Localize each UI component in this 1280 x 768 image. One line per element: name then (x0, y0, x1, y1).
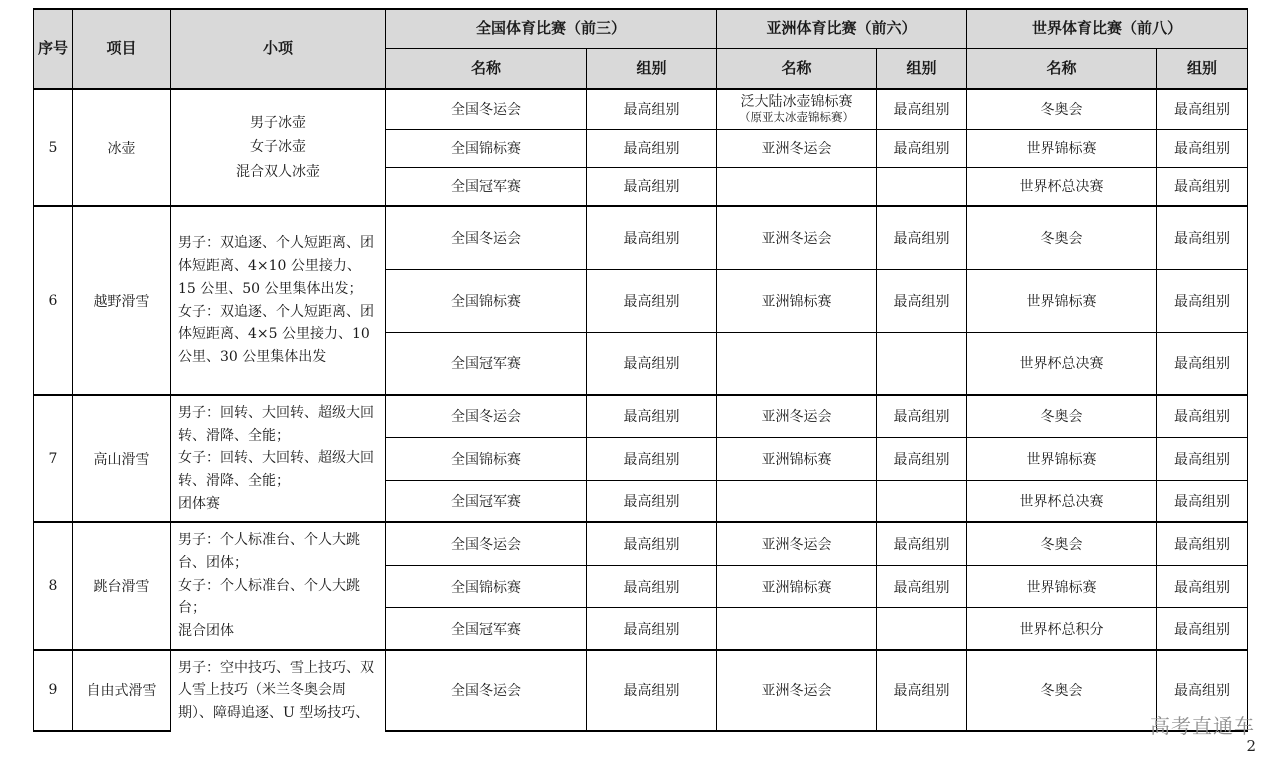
world-name-cell: 冬奥会 (967, 89, 1157, 129)
asian-name-cell: 亚洲冬运会 (717, 395, 877, 437)
national-group-cell: 最高组别 (587, 167, 717, 206)
subevent-item: 混合双人冰壶 (236, 163, 320, 180)
world-group-cell: 最高组别 (1157, 395, 1248, 437)
subevents-cell (171, 395, 386, 522)
national-name-cell: 全国锦标赛 (386, 129, 587, 167)
national-name-cell: 全国锦标赛 (386, 269, 587, 332)
world-name-cell: 冬奥会 (967, 522, 1157, 565)
subevent-item: 团体赛 (178, 495, 220, 512)
col-header-subevents: 小项 (171, 9, 386, 89)
empty-cell (877, 167, 967, 206)
national-group-cell: 最高组别 (587, 608, 717, 650)
empty-cell (877, 608, 967, 650)
national-name-cell: 全国冬运会 (386, 206, 587, 269)
national-name-cell: 全国锦标赛 (386, 437, 587, 480)
world-name-cell: 世界杯总决赛 (967, 332, 1157, 395)
subevent-item: 男子：个人标准台、个人大跳台、团体； (178, 532, 360, 572)
event-cell: 自由式滑雪 (73, 650, 171, 731)
col-header-index: 序号 (34, 9, 73, 89)
event-cell: 冰壶 (73, 89, 171, 206)
national-name-cell: 全国冬运会 (386, 522, 587, 565)
asian-group-cell: 最高组别 (877, 395, 967, 437)
world-group-cell: 最高组别 (1157, 650, 1248, 731)
world-group-cell: 最高组别 (1157, 89, 1248, 129)
national-group-cell: 最高组别 (587, 332, 717, 395)
national-group-cell: 最高组别 (587, 565, 717, 608)
table-row (34, 650, 1248, 731)
empty-cell (877, 480, 967, 522)
asian-group-cell: 最高组别 (877, 565, 967, 608)
table-row (34, 89, 1248, 129)
asian-name-cell: 亚洲锦标赛 (717, 437, 877, 480)
world-name-cell: 世界锦标赛 (967, 437, 1157, 480)
subevents-cell (171, 650, 386, 731)
subevent-item: 男子：双追逐、个人短距离、团体短距离、4×10 公里接力、15 公里、50 公里集体出发； (178, 235, 374, 297)
table-row (34, 206, 1248, 269)
world-name-cell: 世界杯总积分 (967, 608, 1157, 650)
empty-cell (717, 332, 877, 395)
event-cell: 跳台滑雪 (73, 522, 171, 649)
asian-group-cell: 最高组别 (877, 650, 967, 731)
competition-table (33, 8, 1248, 732)
col-header-national-group: 组别 (587, 48, 717, 89)
world-name-cell: 世界锦标赛 (967, 565, 1157, 608)
world-group-cell: 最高组别 (1157, 522, 1248, 565)
asian-group-cell: 最高组别 (877, 437, 967, 480)
subevent-item: 男子：空中技巧、雪上技巧、双人雪上技巧（米兰冬奥会周期）、障碍追逐、U 型场技巧、 (178, 659, 374, 722)
asian-group-cell: 最高组别 (877, 89, 967, 129)
world-group-cell: 最高组别 (1157, 167, 1248, 206)
national-name-cell: 全国冠军赛 (386, 480, 587, 522)
empty-cell (717, 167, 877, 206)
world-name-cell: 世界杯总决赛 (967, 480, 1157, 522)
subevent-item: 女子：回转、大回转、超级大回转、滑降、全能； (178, 450, 374, 490)
subevent-item: 混合团体 (178, 623, 234, 640)
national-group-cell: 最高组别 (587, 129, 717, 167)
world-group-cell: 最高组别 (1157, 608, 1248, 650)
index-cell: 9 (34, 650, 73, 731)
world-group-cell: 最高组别 (1157, 565, 1248, 608)
subevents-cell (171, 206, 386, 395)
world-group-cell: 最高组别 (1157, 269, 1248, 332)
asian-name-main: 泛大陆冰壶锦标赛 (740, 93, 853, 110)
national-group-cell: 最高组别 (587, 269, 717, 332)
asian-name-cell: 亚洲锦标赛 (717, 269, 877, 332)
world-name-cell: 冬奥会 (967, 395, 1157, 437)
world-group-cell: 最高组别 (1157, 480, 1248, 522)
col-header-asian-name: 名称 (717, 48, 877, 89)
asian-name-cell: 亚洲冬运会 (717, 206, 877, 269)
subevents-cell (171, 522, 386, 649)
asian-group-cell: 最高组别 (877, 129, 967, 167)
national-group-cell: 最高组别 (587, 437, 717, 480)
world-name-cell: 世界杯总决赛 (967, 167, 1157, 206)
empty-cell (717, 608, 877, 650)
national-group-cell: 最高组别 (587, 206, 717, 269)
page-number: 2 (1246, 737, 1256, 755)
national-group-cell: 最高组别 (587, 650, 717, 731)
national-group-cell: 最高组别 (587, 395, 717, 437)
col-header-national-name: 名称 (386, 48, 587, 89)
watermark-text: 高考直通车 (1150, 714, 1255, 738)
event-cell: 高山滑雪 (73, 395, 171, 522)
subevent-item: 女子：个人标准台、个人大跳台； (178, 577, 360, 617)
empty-cell (717, 480, 877, 522)
national-group-cell: 最高组别 (587, 89, 717, 129)
asian-group-cell: 最高组别 (877, 522, 967, 565)
asian-group-cell: 最高组别 (877, 206, 967, 269)
national-name-cell: 全国冠军赛 (386, 167, 587, 206)
col-header-world: 世界体育比赛（前八） (967, 9, 1248, 48)
subevent-item: 男子冰壶 (250, 114, 306, 131)
subevents-cell (171, 89, 386, 206)
national-name-cell: 全国冬运会 (386, 395, 587, 437)
index-cell: 6 (34, 206, 73, 395)
col-header-world-name: 名称 (967, 48, 1157, 89)
header-row-groups (34, 9, 1248, 48)
index-cell: 8 (34, 522, 73, 649)
col-header-asian-group: 组别 (877, 48, 967, 89)
national-name-cell: 全国冠军赛 (386, 332, 587, 395)
world-group-cell: 最高组别 (1157, 129, 1248, 167)
world-group-cell: 最高组别 (1157, 332, 1248, 395)
col-header-national: 全国体育比赛（前三） (386, 9, 717, 48)
asian-name-cell (717, 89, 877, 129)
col-header-world-group: 组别 (1157, 48, 1248, 89)
asian-name-cell: 亚洲冬运会 (717, 129, 877, 167)
asian-name-cell: 亚洲锦标赛 (717, 565, 877, 608)
world-name-cell: 冬奥会 (967, 650, 1157, 731)
index-cell: 5 (34, 89, 73, 206)
world-name-cell: 世界锦标赛 (967, 129, 1157, 167)
event-cell: 越野滑雪 (73, 206, 171, 395)
asian-group-cell: 最高组别 (877, 269, 967, 332)
col-header-asian: 亚洲体育比赛（前六） (717, 9, 967, 48)
national-name-cell: 全国冠军赛 (386, 608, 587, 650)
world-group-cell: 最高组别 (1157, 437, 1248, 480)
col-header-event: 项目 (73, 9, 171, 89)
table-row (34, 522, 1248, 565)
national-group-cell: 最高组别 (587, 480, 717, 522)
asian-name-note: （原亚太冰壶锦标赛） (739, 110, 855, 125)
national-group-cell: 最高组别 (587, 522, 717, 565)
national-name-cell: 全国冬运会 (386, 89, 587, 129)
subevent-item: 男子：回转、大回转、超级大回转、滑降、全能； (178, 405, 374, 444)
subevent-item: 女子冰壶 (250, 139, 306, 156)
empty-cell (877, 332, 967, 395)
national-name-cell: 全国锦标赛 (386, 565, 587, 608)
index-cell: 7 (34, 395, 73, 522)
national-name-cell: 全国冬运会 (386, 650, 587, 731)
world-group-cell: 最高组别 (1157, 206, 1248, 269)
world-name-cell: 世界锦标赛 (967, 269, 1157, 332)
asian-name-cell: 亚洲冬运会 (717, 522, 877, 565)
world-name-cell: 冬奥会 (967, 206, 1157, 269)
asian-name-cell: 亚洲冬运会 (717, 650, 877, 731)
subevent-item: 女子：双追逐、个人短距离、团体短距离、4×5 公里接力、10 公里、30 公里集体出发 (178, 303, 374, 365)
table-row (34, 395, 1248, 437)
